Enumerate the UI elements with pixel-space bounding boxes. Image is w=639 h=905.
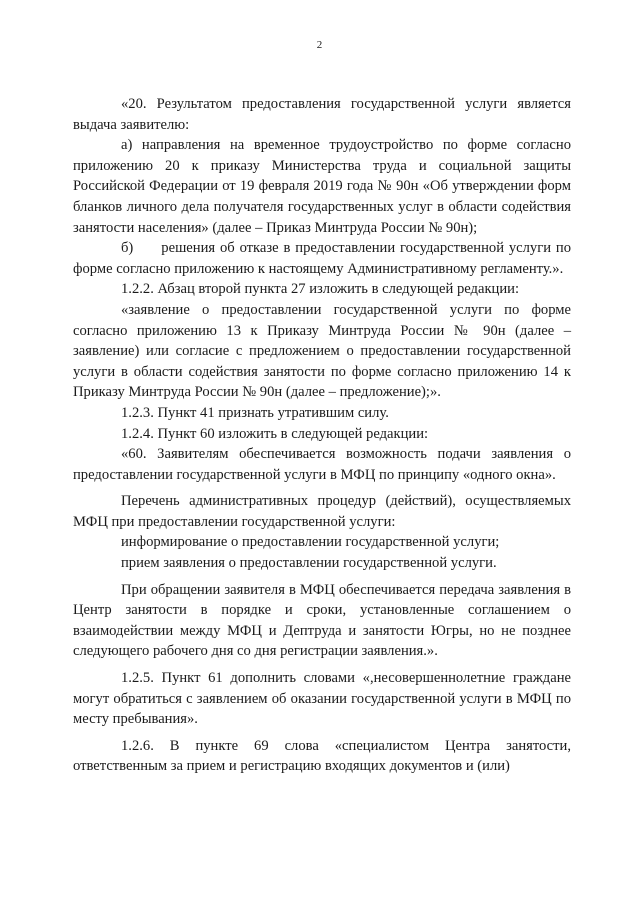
clause-1-2-4: 1.2.4. Пункт 60 изложить в следующей редакции: xyxy=(121,425,429,442)
paragraph-20: «20. Результатом предоставления государственной услуги является выдача заявителю: xyxy=(73,96,571,133)
item-a: а) направления на временное трудоустройство по форме согласно приложению 20 к приказу Министерства труда и социальной защиты Российской Федерации от 19 февраля 2019 года № 90н «Об утверждении форм бланков личного дела получателя государственных услуг в области содействия занятости населения» (далее – Приказ Минтруда России № 90н); xyxy=(73,137,571,236)
item-b xyxy=(73,238,571,279)
item-b-marker: б) xyxy=(121,240,134,257)
paragraph-60: «60. Заявителям обеспечивается возможность подачи заявления о предоставлении государственной услуги в МФЦ по принципу «одного окна». xyxy=(73,446,571,483)
clause-1-2-6: 1.2.6. В пункте 69 слова «специалистом Центра занятости, ответственным за прием и регистрацию входящих документов и (или) xyxy=(73,737,571,775)
clause-1-2-2: 1.2.2. Абзац второй пункта 27 изложить в следующей редакции: xyxy=(121,281,520,298)
document-body xyxy=(73,94,571,777)
procedure-reception: прием заявления о предоставлении государственной услуги. xyxy=(121,555,497,572)
clause-1-2-2-text: «заявление о предоставлении государственной услуги по форме согласно приложению 13 к Приказу Минтруда России № 90н (далее – заявление) или согласие с предложением о предоставлении государственной услуги в области содействия занятости по форме согласно приложению 14 к Приказу Минтруда России № 90н (далее – предложение);». xyxy=(73,301,571,401)
paragraph-application-transfer: При обращении заявителя в МФЦ обеспечивается передача заявления в Центр занятости в порядке и сроки, установленные соглашением о взаимодействии между МФЦ и Дептруда и занятости Югры, но не позднее следующего рабочего дня со дня регистрации заявления.». xyxy=(73,581,571,660)
clause-1-2-5: 1.2.5. Пункт 61 дополнить словами «,несовершеннолетние граждане могут обратиться с заявлением об оказании государственной услуги в МФЦ по месту пребывания». xyxy=(73,670,571,728)
procedures-list-intro: Перечень административных процедур (действий), осуществляемых МФЦ при предоставлении государственной услуги: xyxy=(73,493,571,530)
page-number: 2 xyxy=(316,39,323,51)
clause-1-2-3: 1.2.3. Пункт 41 признать утратившим силу. xyxy=(121,404,389,421)
item-b-text: решения об отказе в предоставлении государственной услуги по форме согласно приложению к настоящему Административному регламенту.». xyxy=(73,240,571,277)
procedure-informing: информирование о предоставлении государственной услуги; xyxy=(121,534,500,551)
